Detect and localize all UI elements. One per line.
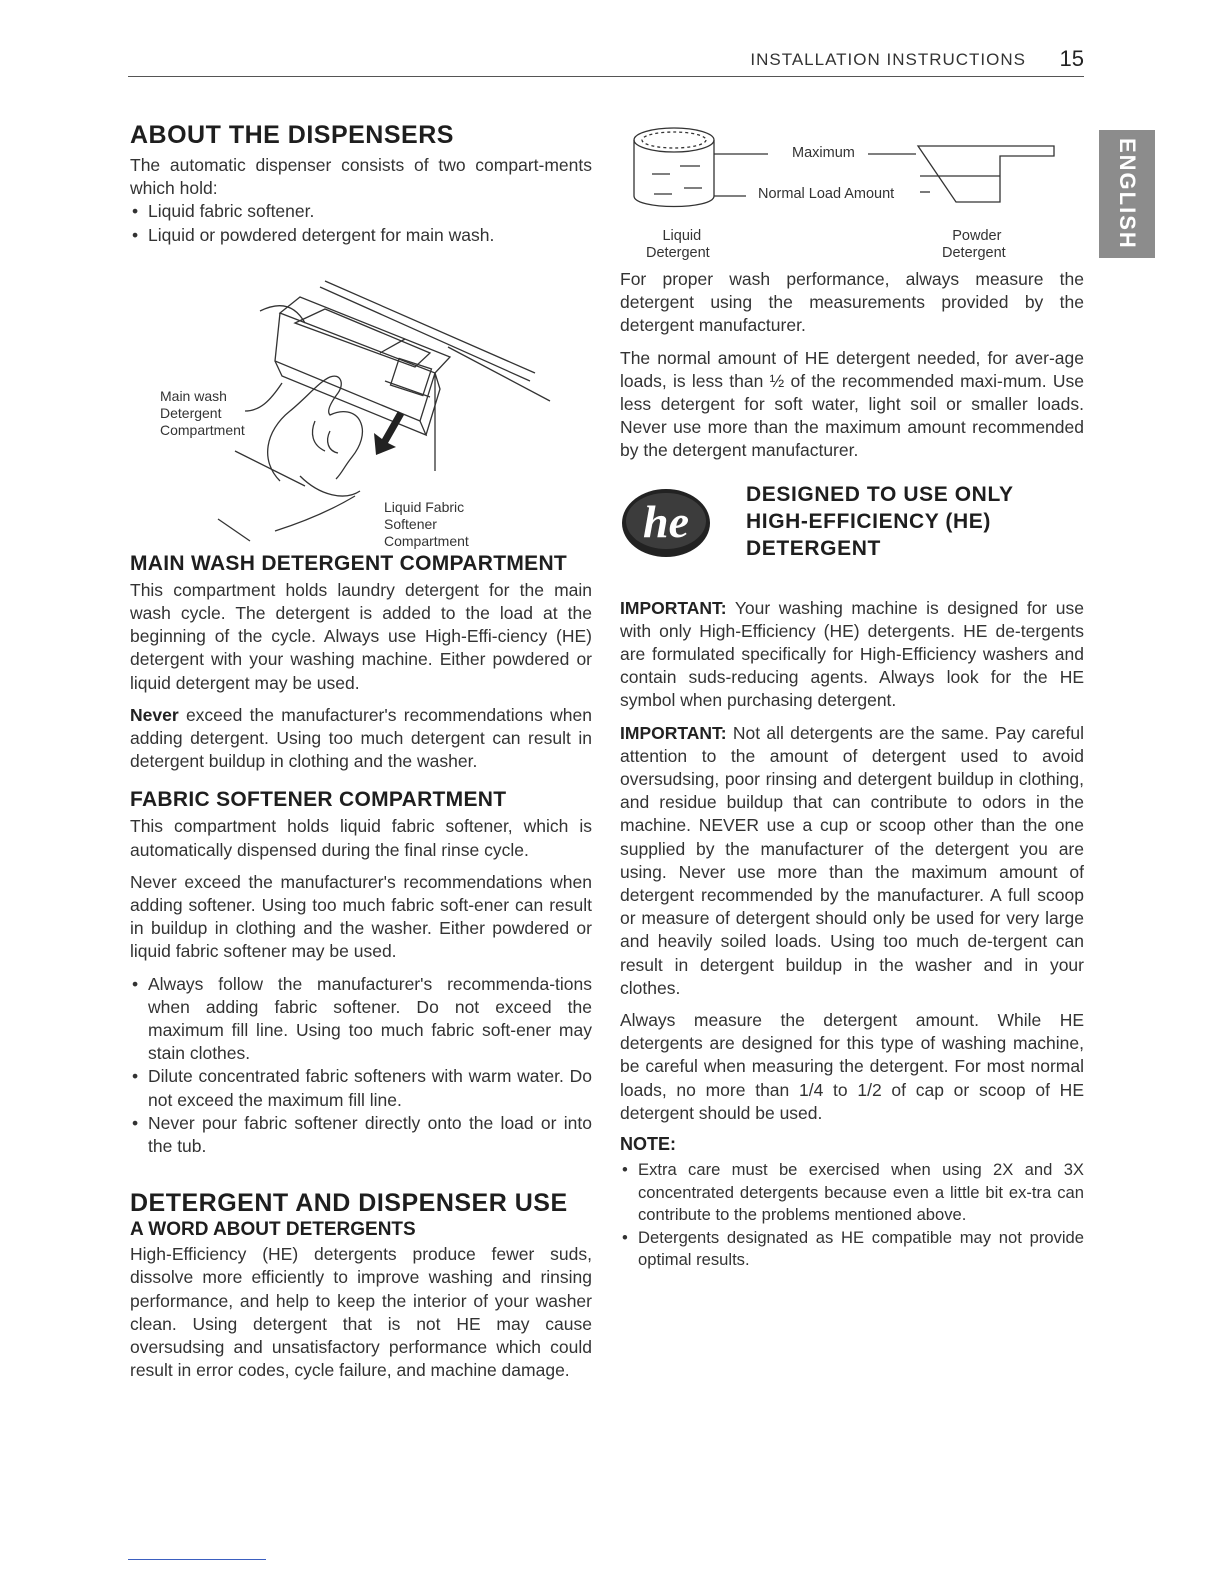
measure-amount-paragraph: Always measure the detergent amount. While HE detergents are designed for this type of washing machine, be careful when measuring the detergent. For most normal loads, no more than 1/4 to 1/2 of cap or scoop of HE detergent should be used.: [620, 1010, 1084, 1123]
softener-paragraph-1: This compartment holds liquid fabric softener, which is automatically dispensed during the final rinse cycle.: [130, 816, 592, 860]
he-amount-paragraph: The normal amount of HE detergent needed, for aver-age loads, is less than ½ of the recommended maxi-mum. Use less detergent for soft water, light soil or smaller loads. Never use more than the maximum amount recommended by the detergent manufacturer.: [620, 347, 1084, 461]
he-callout: [620, 481, 1084, 593]
softener-label: Liquid Fabric Softener Compartment: [384, 498, 469, 549]
measure-paragraph: For proper wash performance, always measure the detergent using the measurements provided by the detergent manufacturer.: [620, 269, 1084, 336]
footer-rule: [128, 1559, 266, 1560]
detergent-use-paragraph: High-Efficiency (HE) detergents produce fewer suds, dissolve more efficiently to improve washing and rinsing performance, and help to keep the interior of your washer clean. Using detergent that is not HE may cause oversudsing and unsatisfactory performance which could result in error codes, cycle failure, and machine damage.: [130, 1244, 592, 1381]
about-heading: ABOUT THE DISPENSERS: [130, 121, 454, 149]
he-title: DESIGNED TO USE ONLY HIGH-EFFICIENCY (HE) DETERGENT: [746, 482, 1014, 560]
page-number: 15: [1059, 46, 1084, 71]
list-item: • Liquid or powdered detergent for main wash.: [130, 224, 592, 247]
section-title: INSTALLATION INSTRUCTIONS: [750, 50, 1026, 69]
note-heading: NOTE:: [620, 1134, 676, 1155]
detergent-use-heading: DETERGENT AND DISPENSER USE: [130, 1189, 568, 1218]
left-column: [130, 120, 592, 1392]
list-item: • Dilute concentrated fabric softeners with warm water. Do not exceed the maximum fill line.: [130, 1065, 592, 1111]
main-wash-warning: Never exceed the manufacturer's recommendations when adding detergent. Using too much detergent can result in detergent buildup in clothing and the washer.: [130, 704, 592, 772]
important-paragraph-2: IMPORTANT: Not all detergents are the same. Pay careful attention to the amount of detergent used to avoid oversudsing, poor rinsing and detergent buildup in clothing, and residue buildup that can contribute to odors in the machine. NEVER use a cup or scoop other than the one supplied by the manufacturer of the detergent you are using. Never use more than the maximum amount of detergent recommended by the manufacturer. A full scoop or measure of detergent should only be used for very large and heavily soiled loads. Using too much de-tergent can result in detergent buildup in the washer and in your clothes.: [620, 722, 1084, 998]
list-item: • Detergents designated as HE compatible may not provide optimal results.: [620, 1227, 1084, 1272]
list-item: • Never pour fabric softener directly onto the load or into the tub.: [130, 1112, 592, 1158]
word-about-detergents-heading: A WORD ABOUT DETERGENTS: [130, 1219, 416, 1241]
maximum-label: Maximum: [792, 145, 855, 161]
language-tab: [1099, 130, 1155, 258]
about-intro: The automatic dispenser consists of two compart-ments which hold:: [130, 155, 592, 199]
note-list: [620, 1159, 1084, 1272]
normal-load-label: Normal Load Amount: [758, 186, 895, 202]
svg-text:he: he: [643, 495, 689, 547]
list-item: • Extra care must be exercised when using 2X and 3X concentrated detergents because even a little bit ex-tra can contribute to the problems mentioned above.: [620, 1159, 1084, 1227]
important-paragraph-1: IMPORTANT: Your washing machine is designed for use with only High-Efficiency (HE) detergents. HE de-tergents are formulated specifically for High-Efficiency washers and contain suds-reducing agents. Always look for the HE symbol when purchasing detergent.: [620, 597, 1084, 711]
he-logo-icon: [620, 481, 712, 561]
list-item: • Always follow the manufacturer's recommenda-tions when adding fabric softener. Do not exceed the maximum fill line. Using too much fabric soft-ener may stain clothes.: [130, 973, 592, 1066]
softener-heading: FABRIC SOFTENER COMPARTMENT: [130, 788, 507, 812]
measuring-cup-illustration: [620, 118, 1084, 268]
dispenser-drawer-illustration: [130, 261, 592, 549]
main-wash-paragraph: This compartment holds laundry detergent for the main wash cycle. The detergent is added to the load at the beginning of the cycle. Always use High-Effi-ciency (HE) detergent with your washing machine. Either powdered or liquid detergent may be used.: [130, 579, 592, 693]
list-item: • Liquid fabric softener.: [130, 200, 592, 223]
language-tab-label: ENGLISH: [1115, 138, 1140, 250]
right-column: [620, 268, 1084, 1280]
main-wash-label: Main wash Detergent Compartment: [160, 387, 245, 438]
powder-detergent-label: Powder Detergent: [942, 228, 1006, 261]
softener-paragraph-2: Never exceed the manufacturer's recommendations when adding softener. Using too much fabric soft-ener can result in buildup in clothing and the washer. Either powdered or liquid fabric softener may be used.: [130, 871, 592, 962]
liquid-detergent-label: Liquid Detergent: [646, 228, 710, 261]
softener-list: [130, 973, 592, 1159]
main-wash-heading: MAIN WASH DETERGENT COMPARTMENT: [130, 551, 568, 575]
page-header: [128, 46, 1084, 77]
about-list: [130, 200, 592, 246]
